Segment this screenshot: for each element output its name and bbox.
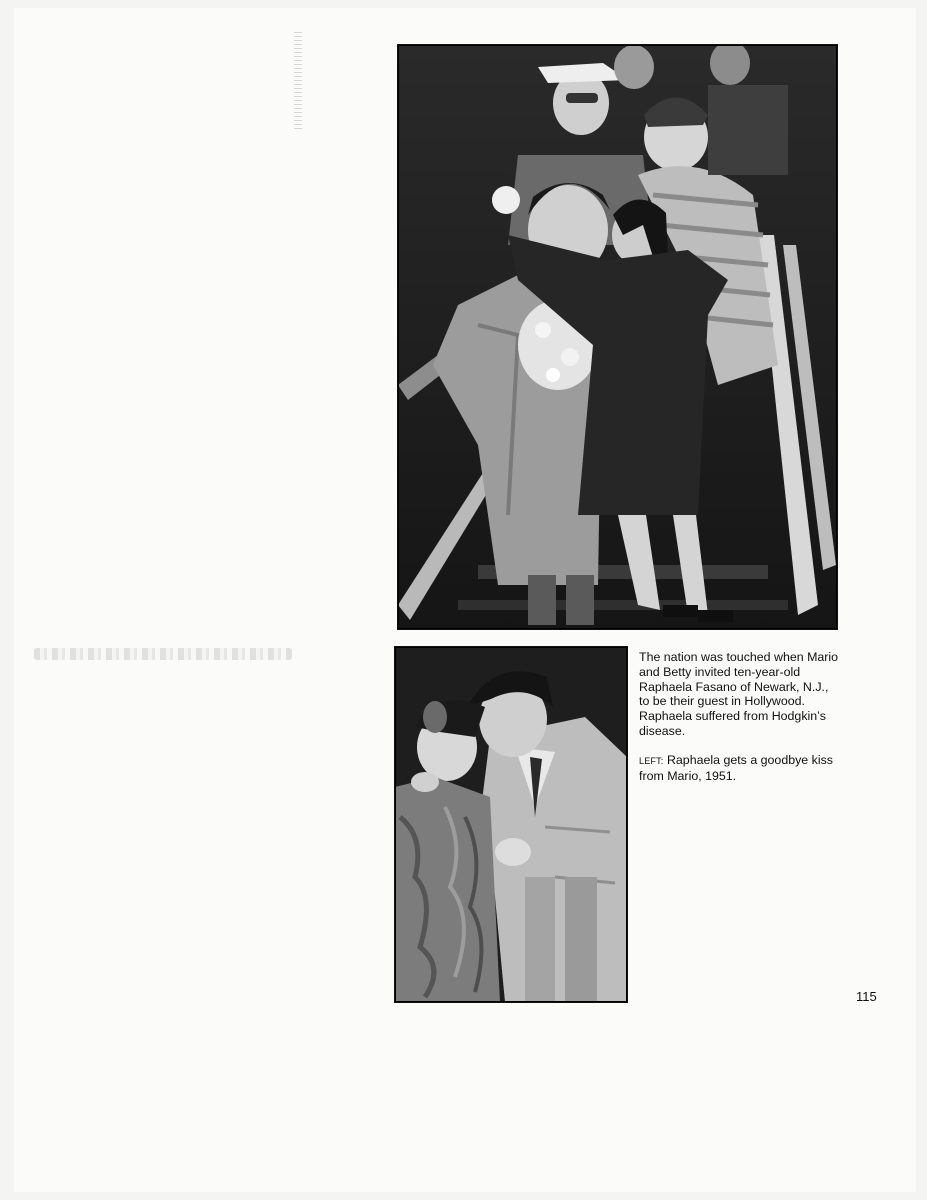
photo-bottom-image (395, 647, 627, 1002)
caption-secondary (639, 753, 839, 784)
photo-top (397, 44, 838, 630)
photo-bottom (394, 646, 628, 1003)
caption-lead-in: LEFT: (639, 755, 664, 766)
caption-main: The nation was touched when Mario and Betty invited ten-year-old Raphaela Fasano of Newark, N.J., to be their guest in Hollywood. Raphaela suffered from Hodgkin’s disease. (639, 650, 839, 738)
scan-specks (294, 32, 302, 132)
photo-caption (639, 650, 839, 797)
faint-bleed-through-text (34, 648, 292, 660)
page-number: 115 (856, 989, 877, 1004)
photo-top-image (398, 45, 837, 629)
caption-secondary-text: Raphaela gets a goodbye kiss from Mario, 1951. (639, 752, 833, 783)
